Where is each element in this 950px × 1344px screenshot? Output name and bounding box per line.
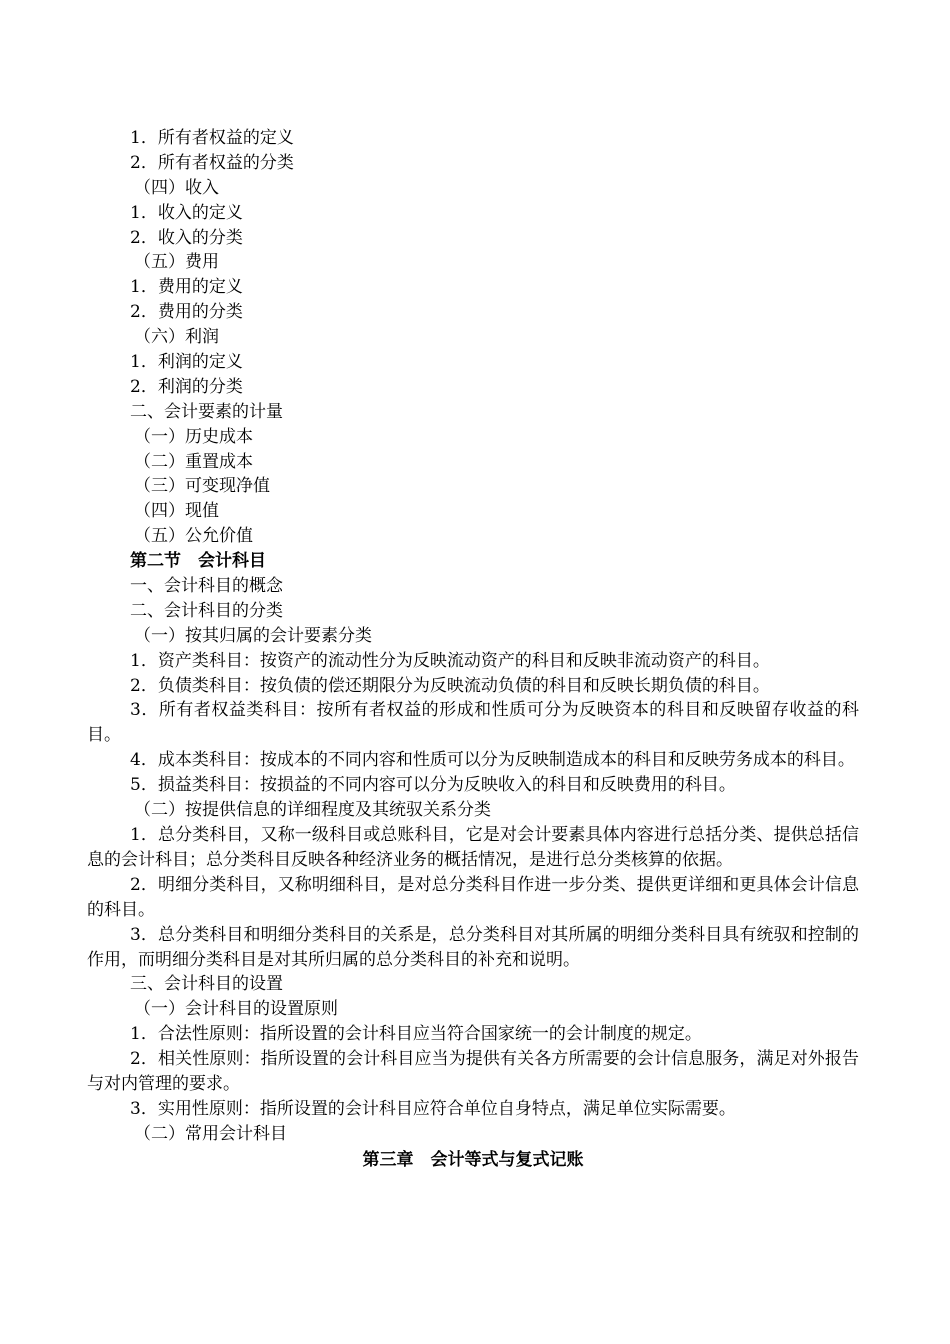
outline-heading: 二、会计要素的计量 — [130, 401, 283, 422]
outline-heading: 二、会计科目的分类 — [130, 600, 283, 621]
paragraph: 5．损益类科目：按损益的不同内容可以分为反映收入的科目和反映费用的科目。 — [130, 775, 736, 796]
paragraph: 3．总分类科目和明细分类科目的关系是，总分类科目对其所属的明细分类科目具有统驭和控制的作用，而明细分类科目是对其所归属的总分类科目的补充和说明。 — [87, 924, 859, 970]
subsection-heading: （一）按其归属的会计要素分类 — [134, 625, 372, 646]
outline-item: 2．利润的分类 — [130, 376, 243, 397]
subsection-heading: （五）费用 — [134, 252, 219, 273]
subsection-heading: （二）常用会计科目 — [134, 1123, 287, 1144]
subsection-heading: （三）可变现净值 — [134, 476, 270, 497]
outline-item: 2．费用的分类 — [130, 302, 243, 323]
chapter-title: 第三章 会计等式与复式记账 — [362, 1149, 584, 1170]
subsection-heading: （六）利润 — [134, 327, 219, 348]
outline-item: 2．收入的分类 — [130, 227, 243, 248]
subsection-heading: （一）历史成本 — [134, 426, 253, 447]
paragraph: 1．合法性原则：指所设置的会计科目应当符合国家统一的会计制度的规定。 — [130, 1024, 702, 1045]
paragraph: 4．成本类科目：按成本的不同内容和性质可以分为反映制造成本的科目和反映劳务成本的科目。 — [130, 750, 855, 771]
outline-item: 1．利润的定义 — [130, 352, 243, 373]
outline-item: 1．费用的定义 — [130, 277, 243, 298]
section-heading: 第二节 会计科目 — [130, 551, 266, 572]
subsection-heading: （二）按提供信息的详细程度及其统驭关系分类 — [134, 800, 491, 821]
document-body — [87, 126, 859, 1173]
outline-heading: 三、会计科目的设置 — [130, 974, 283, 995]
paragraph: 3．实用性原则：指所设置的会计科目应符合单位自身特点，满足单位实际需要。 — [130, 1098, 736, 1119]
paragraph: 3．所有者权益类科目：按所有者权益的形成和性质可分为反映资本的科目和反映留存收益的科目。 — [87, 700, 859, 746]
paragraph: 1．总分类科目，又称一级科目或总账科目，它是对会计要素具体内容进行总括分类、提供总括信息的会计科目；总分类科目反映各种经济业务的概括情况，是进行总分类核算的依据。 — [87, 824, 859, 870]
paragraph: 2．相关性原则：指所设置的会计科目应当为提供有关各方所需要的会计信息服务，满足对外报告与对内管理的要求。 — [87, 1049, 859, 1094]
subsection-heading: （四）收入 — [134, 177, 219, 198]
outline-item: 2．所有者权益的分类 — [130, 152, 294, 173]
paragraph: 1．资产类科目：按资产的流动性分为反映流动资产的科目和反映非流动资产的科目。 — [130, 650, 770, 671]
outline-item: 1．所有者权益的定义 — [130, 128, 294, 148]
subsection-heading: （一）会计科目的设置原则 — [134, 999, 338, 1020]
outline-heading: 一、会计科目的概念 — [130, 576, 283, 597]
subsection-heading: （四）现值 — [134, 501, 219, 522]
paragraph: 2．明细分类科目，又称明细科目，是对总分类科目作进一步分类、提供更详细和更具体会计信息的科目。 — [87, 874, 859, 920]
paragraph: 2．负债类科目：按负债的偿还期限分为反映流动负债的科目和反映长期负债的科目。 — [130, 675, 770, 696]
subsection-heading: （二）重置成本 — [134, 451, 253, 472]
subsection-heading: （五）公允价值 — [134, 526, 253, 547]
outline-item: 1．收入的定义 — [130, 202, 243, 223]
